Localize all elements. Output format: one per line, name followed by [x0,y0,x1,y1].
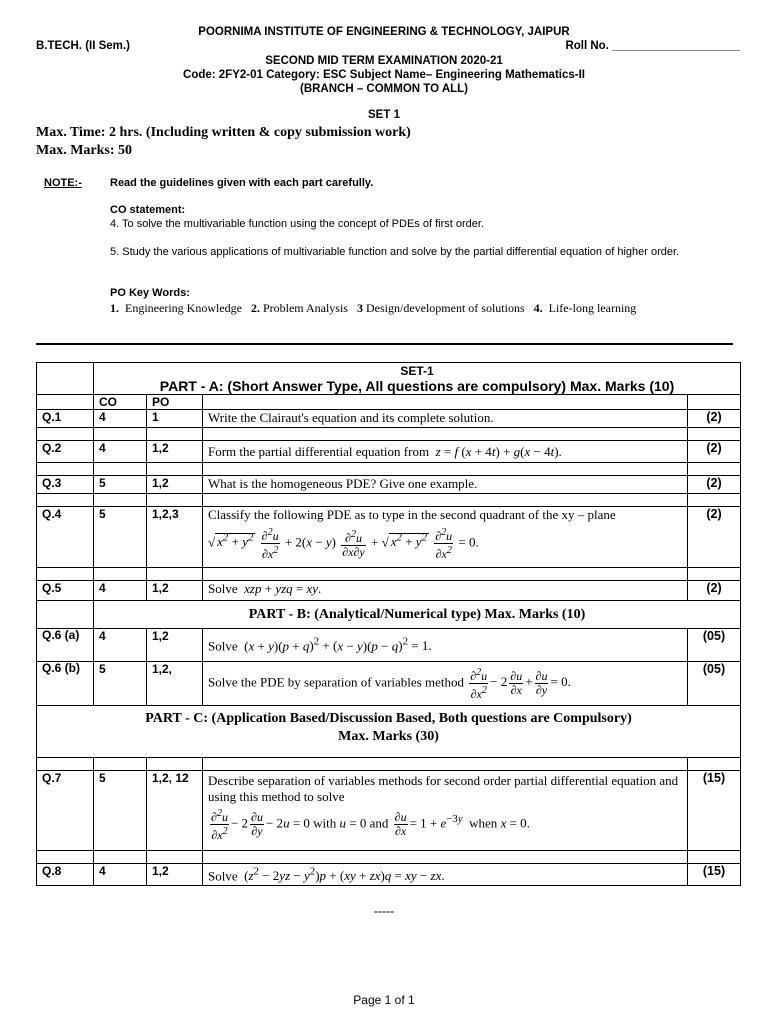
table-row [37,441,741,463]
spacer-row [37,851,741,864]
question-marks: (2) [688,476,741,494]
roll-number-field: Roll No. ____________________ [565,40,740,52]
question-number: Q.6 (a) [37,629,94,662]
question-marks: (15) [688,771,741,851]
spacer-row [37,568,741,581]
table-row [37,410,741,428]
question-text [203,662,688,706]
formula: √ $x^2 + y^2$ $\frac{\partial^2u}{\partial x^2}$ + 2(x − y) $\frac{\partial^2u}{\partial x\partial y}$ + √ $x^2 + y^2$ $\frac{\partial^2u}{\partial x^2}$ = 0. [208,527,479,561]
table-row [37,507,741,568]
question-number: Q.8 [37,864,94,886]
part-b-header-row [37,601,741,629]
question-number: Q.7 [37,771,94,851]
question-po: 1,2 [147,441,203,463]
branch-line: (BRANCH – COMMON TO ALL) [299,83,468,95]
set-1-label: SET-1 [400,364,434,378]
question-text-lead: Form the partial differential equation from [208,444,430,459]
po-item: Engineering Knowledge [125,301,242,315]
co-statement-4: 4. To solve the multivariable function using the concept of PDEs of first order. [110,218,484,230]
question-marks: (2) [688,441,741,463]
po-item: Life-long learning [548,301,637,315]
question-text [203,771,688,851]
question-co: 5 [94,476,147,494]
question-text [203,629,688,662]
col-po-header: PO [147,395,203,410]
question-text-lead: Solve [208,581,238,596]
po-keywords [110,301,636,316]
co-statement-5: 5. Study the various applications of multivariable function and solve by the partial differential equation of higher order. [110,246,680,258]
table-row [37,476,741,494]
question-po: 1 [147,410,203,428]
spacer-row [37,463,741,476]
max-time: Max. Time: 2 hrs. (Including written & copy submission work) [36,125,411,140]
empty-cell [203,395,688,410]
part-a-header-row [37,363,741,395]
question-marks: (05) [688,662,741,706]
question-text-lead: Solve [208,638,238,654]
spacer-row [37,758,741,771]
question-marks: (2) [688,410,741,428]
question-number: Q.3 [37,476,94,494]
max-marks: Max. Marks: 50 [36,143,133,158]
part-a-title: PART - A: (Short Answer Type, All questions are compulsory) Max. Marks (10) [159,378,675,394]
connector-word: and [369,815,389,831]
question-co: 5 [94,662,147,706]
co-heading: CO statement: [110,204,186,216]
empty-cell [37,395,94,410]
question-po: 1,2, [147,662,203,706]
part-c-header-row [37,706,741,758]
empty-cell [37,363,94,395]
question-number: Q.5 [37,581,94,601]
question-text: What is the homogeneous PDE? Give one example. [203,476,688,494]
section-divider [36,343,733,345]
spacer-row [37,494,741,507]
question-po: 1,2, 12 [147,771,203,851]
spacer-row [37,428,741,441]
col-co-header: CO [94,395,147,410]
table-row [37,581,741,601]
question-number: Q.2 [37,441,94,463]
question-marks: (2) [688,581,741,601]
formula: $\frac{\partial^2u}{\partial x^2}$ − 2 $\frac{\partial u}{\partial y}$ − 2u = 0 with u = 0 and $\frac{\partial u}{\partial x}$ = $1 + e^{-3y}$ when x = 0. [211,808,530,842]
question-text-lead: Solve [208,868,238,884]
question-co: 4 [94,629,147,662]
po-heading: PO Key Words: [110,287,190,299]
question-text [203,507,688,568]
subject-code-line: Code: 2FY2-01 Category: ESC Subject Name– Engineering Mathematics-II [183,69,585,81]
question-co: 4 [94,864,147,886]
empty-cell [688,395,741,410]
question-table [36,362,741,886]
note-text: Read the guidelines given with each part carefully. [110,177,374,189]
part-c-marks: Max. Marks (30) [338,729,439,744]
po-number: 3 [356,301,363,315]
question-text [203,441,688,463]
question-po: 1,2 [147,864,203,886]
part-c-header [37,706,741,758]
question-number: Q.1 [37,410,94,428]
question-text-lead: Classify the following PDE as to type in the second quadrant of the xy – plane [208,507,616,522]
po-number: 2. [250,301,260,315]
question-po: 1,2 [147,581,203,601]
question-po: 1,2 [147,476,203,494]
end-mark: ----- [374,904,394,918]
question-text: Write the Clairaut's equation and its complete solution. [203,410,688,428]
question-number: Q.6 (b) [37,662,94,706]
table-row [37,662,741,706]
question-co: 4 [94,441,147,463]
formula: $(z^2 - 2yz - y^2)p + (xy + zx)q$ = xy − zx. [244,866,445,884]
po-item: Design/development of solutions [365,301,525,315]
question-po: 1,2 [147,629,203,662]
po-number: 1. [110,301,119,315]
note-label: NOTE:- [44,177,82,189]
formula: $(x + y)(p + q)^2 + (x - y)(p - q)^2 = 1$. [244,635,432,654]
question-co: 5 [94,771,147,851]
question-co: 4 [94,410,147,428]
question-number: Q.4 [37,507,94,568]
formula: z = f (x + 4t) + g(x − 4t). [435,444,562,459]
formula: xzp + yzq = xy. [244,581,322,596]
page-number: Page 1 of 1 [353,993,415,1007]
question-text [203,581,688,601]
question-marks: (15) [688,864,741,886]
question-text-lead: Solve the PDE by separation of variables method [208,674,464,690]
part-c-title: PART - C: (Application Based/Discussion Based, Both questions are Compulsory) [145,711,632,726]
empty-cell [37,601,94,629]
question-co: 5 [94,507,147,568]
question-text [203,864,688,886]
question-co: 4 [94,581,147,601]
po-number: 4. [533,301,543,315]
po-item: Problem Analysis [262,301,348,315]
part-a-header [94,363,741,395]
table-row [37,629,741,662]
question-marks: (05) [688,629,741,662]
institute-name: POORNIMA INSTITUTE OF ENGINEERING & TECHNOLOGY, JAIPUR [198,26,570,38]
part-b-header: PART - B: (Analytical/Numerical type) Max. Marks (10) [94,601,741,629]
connector-word: with [313,815,337,831]
question-marks: (2) [688,507,741,568]
question-text-lead: Describe separation of variables methods for second order partial differential equation and using this method to solve [208,773,679,804]
table-row [37,771,741,851]
question-po: 1,2,3 [147,507,203,568]
set-label: SET 1 [368,109,400,121]
exam-title: SECOND MID TERM EXAMINATION 2020-21 [265,55,503,67]
program-label: B.TECH. (II Sem.) [36,40,130,52]
table-row [37,864,741,886]
column-header-row [37,395,741,410]
connector-word: when [469,815,498,831]
formula: $\frac{\partial^2u}{\partial x^2}$ − 2 $\frac{\partial u}{\partial x}$ + $\frac{\partial u}{\partial y}$ = 0. [470,667,571,701]
